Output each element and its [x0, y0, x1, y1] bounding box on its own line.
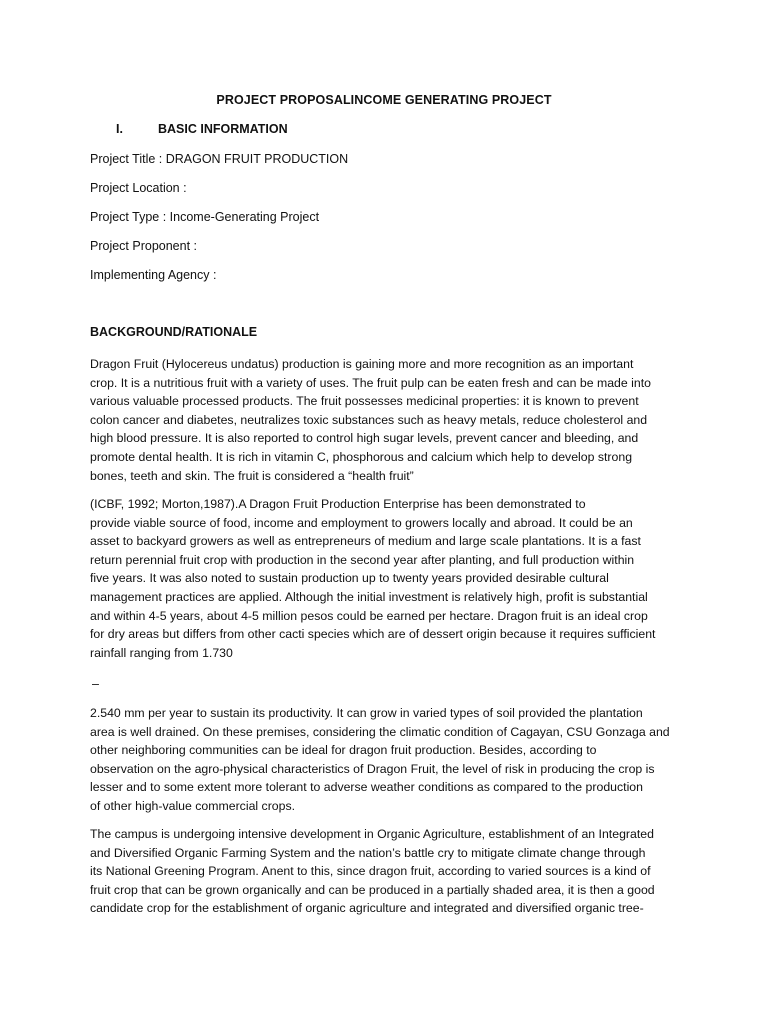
- paragraph-line: area is well drained. On these premises, considering the climatic condition of Cagayan, CSU Gonzaga and: [90, 724, 670, 739]
- paragraph-line: The campus is undergoing intensive development in Organic Agriculture, establishment of an Integrated: [90, 827, 654, 841]
- paragraph-line: high blood pressure. It is also reported to control high sugar levels, prevent cancer and bleeding, and: [90, 431, 639, 446]
- paragraph-line: (ICBF, 1992; Morton,1987).A Dragon Fruit Production Enterprise has been demonstrated to: [90, 497, 586, 511]
- paragraph-line: various valuable processed products. The fruit possesses medicinal properties: it is known to prevent: [90, 394, 639, 409]
- paragraph-line: promote dental health. It is rich in vitamin C, phosphorous and calcium which help to develop strong: [90, 449, 633, 464]
- paragraph-line: colon cancer and diabetes, neutralizes toxic substances such as heavy metals, reduce cholesterol and: [90, 412, 648, 427]
- paragraph-line: bones, teeth and skin. The fruit is considered a “health fruit”: [90, 468, 414, 483]
- project-title-line: Project Title : DRAGON FRUIT PRODUCTION: [90, 152, 349, 166]
- project-type-line: Project Type : Income-Generating Project: [90, 210, 320, 224]
- paragraph-3: [90, 704, 690, 816]
- implementing-agency-line: Implementing Agency :: [90, 268, 217, 282]
- paragraph-line: and within 4-5 years, about 4-5 million pesos could be earned per hectare. Dragon fruit is an ideal crop: [90, 608, 648, 623]
- paragraph-1: [90, 355, 690, 485]
- paragraph-line: for dry areas but differs from other cacti species which are of dessert origin because it requires sufficient: [90, 627, 656, 642]
- range-dash: –: [92, 677, 99, 691]
- paragraph-line: and Diversified Organic Farming System and the nation’s battle cry to mitigate climate change through: [90, 845, 646, 860]
- paragraph-line: provide viable source of food, income and employment to growers locally and abroad. It could be an: [90, 515, 633, 530]
- background-heading: BACKGROUND/RATIONALE: [90, 325, 258, 339]
- paragraph-line: rainfall ranging from 1.730: [90, 645, 233, 660]
- paragraph-2: [90, 495, 690, 662]
- document-title: PROJECT PROPOSALINCOME GENERATING PROJECT: [216, 93, 552, 107]
- paragraph-line: observation on the agro-physical characteristics of Dragon Fruit, the level of risk in producing the crop is: [90, 761, 655, 776]
- paragraph-line: asset to backyard growers as well as entrepreneurs of medium and large scale plantations. It is a fast: [90, 534, 641, 549]
- section-number: I.: [116, 122, 123, 136]
- paragraph-line: its National Greening Program. Anent to this, since dragon fruit, according to varied sources is a kind of: [90, 864, 651, 879]
- project-proponent-line: Project Proponent :: [90, 239, 198, 253]
- paragraph-line: lesser and to some extent more tolerant to adverse weather conditions as compared to the production: [90, 780, 643, 795]
- paragraph-line: fruit crop that can be grown organically and can be produced in a partially shaded area, it is then a good: [90, 882, 655, 897]
- paragraph-line: of other high-value commercial crops.: [90, 798, 296, 813]
- paragraph-line: other neighboring communities can be ideal for dragon fruit production. Besides, according to: [90, 743, 597, 758]
- paragraph-line: return perennial fruit crop with production in the second year after planting, and full production within: [90, 552, 635, 567]
- paragraph-line: five years. It was also noted to sustain production up to twenty years provided desirable cultural: [90, 571, 609, 586]
- paragraph-line: management practices are applied. Although the initial investment is relatively high, profit is substantial: [90, 589, 648, 604]
- paragraph-line: candidate crop for the establishment of organic agriculture and integrated and diversified organic tree-: [90, 901, 644, 916]
- paragraph-line: Dragon Fruit (Hylocereus undatus) production is gaining more and more recognition as an important: [90, 357, 634, 371]
- paragraph-line: 2.540 mm per year to sustain its productivity. It can grow in varied types of soil provided the plantation: [90, 706, 643, 720]
- paragraph-line: crop. It is a nutritious fruit with a variety of uses. The fruit pulp can be eaten fresh and can be made into: [90, 375, 651, 390]
- project-location-line: Project Location :: [90, 181, 187, 195]
- paragraph-4: [90, 825, 690, 918]
- section-heading: [116, 122, 288, 136]
- section-label: BASIC INFORMATION: [158, 122, 288, 136]
